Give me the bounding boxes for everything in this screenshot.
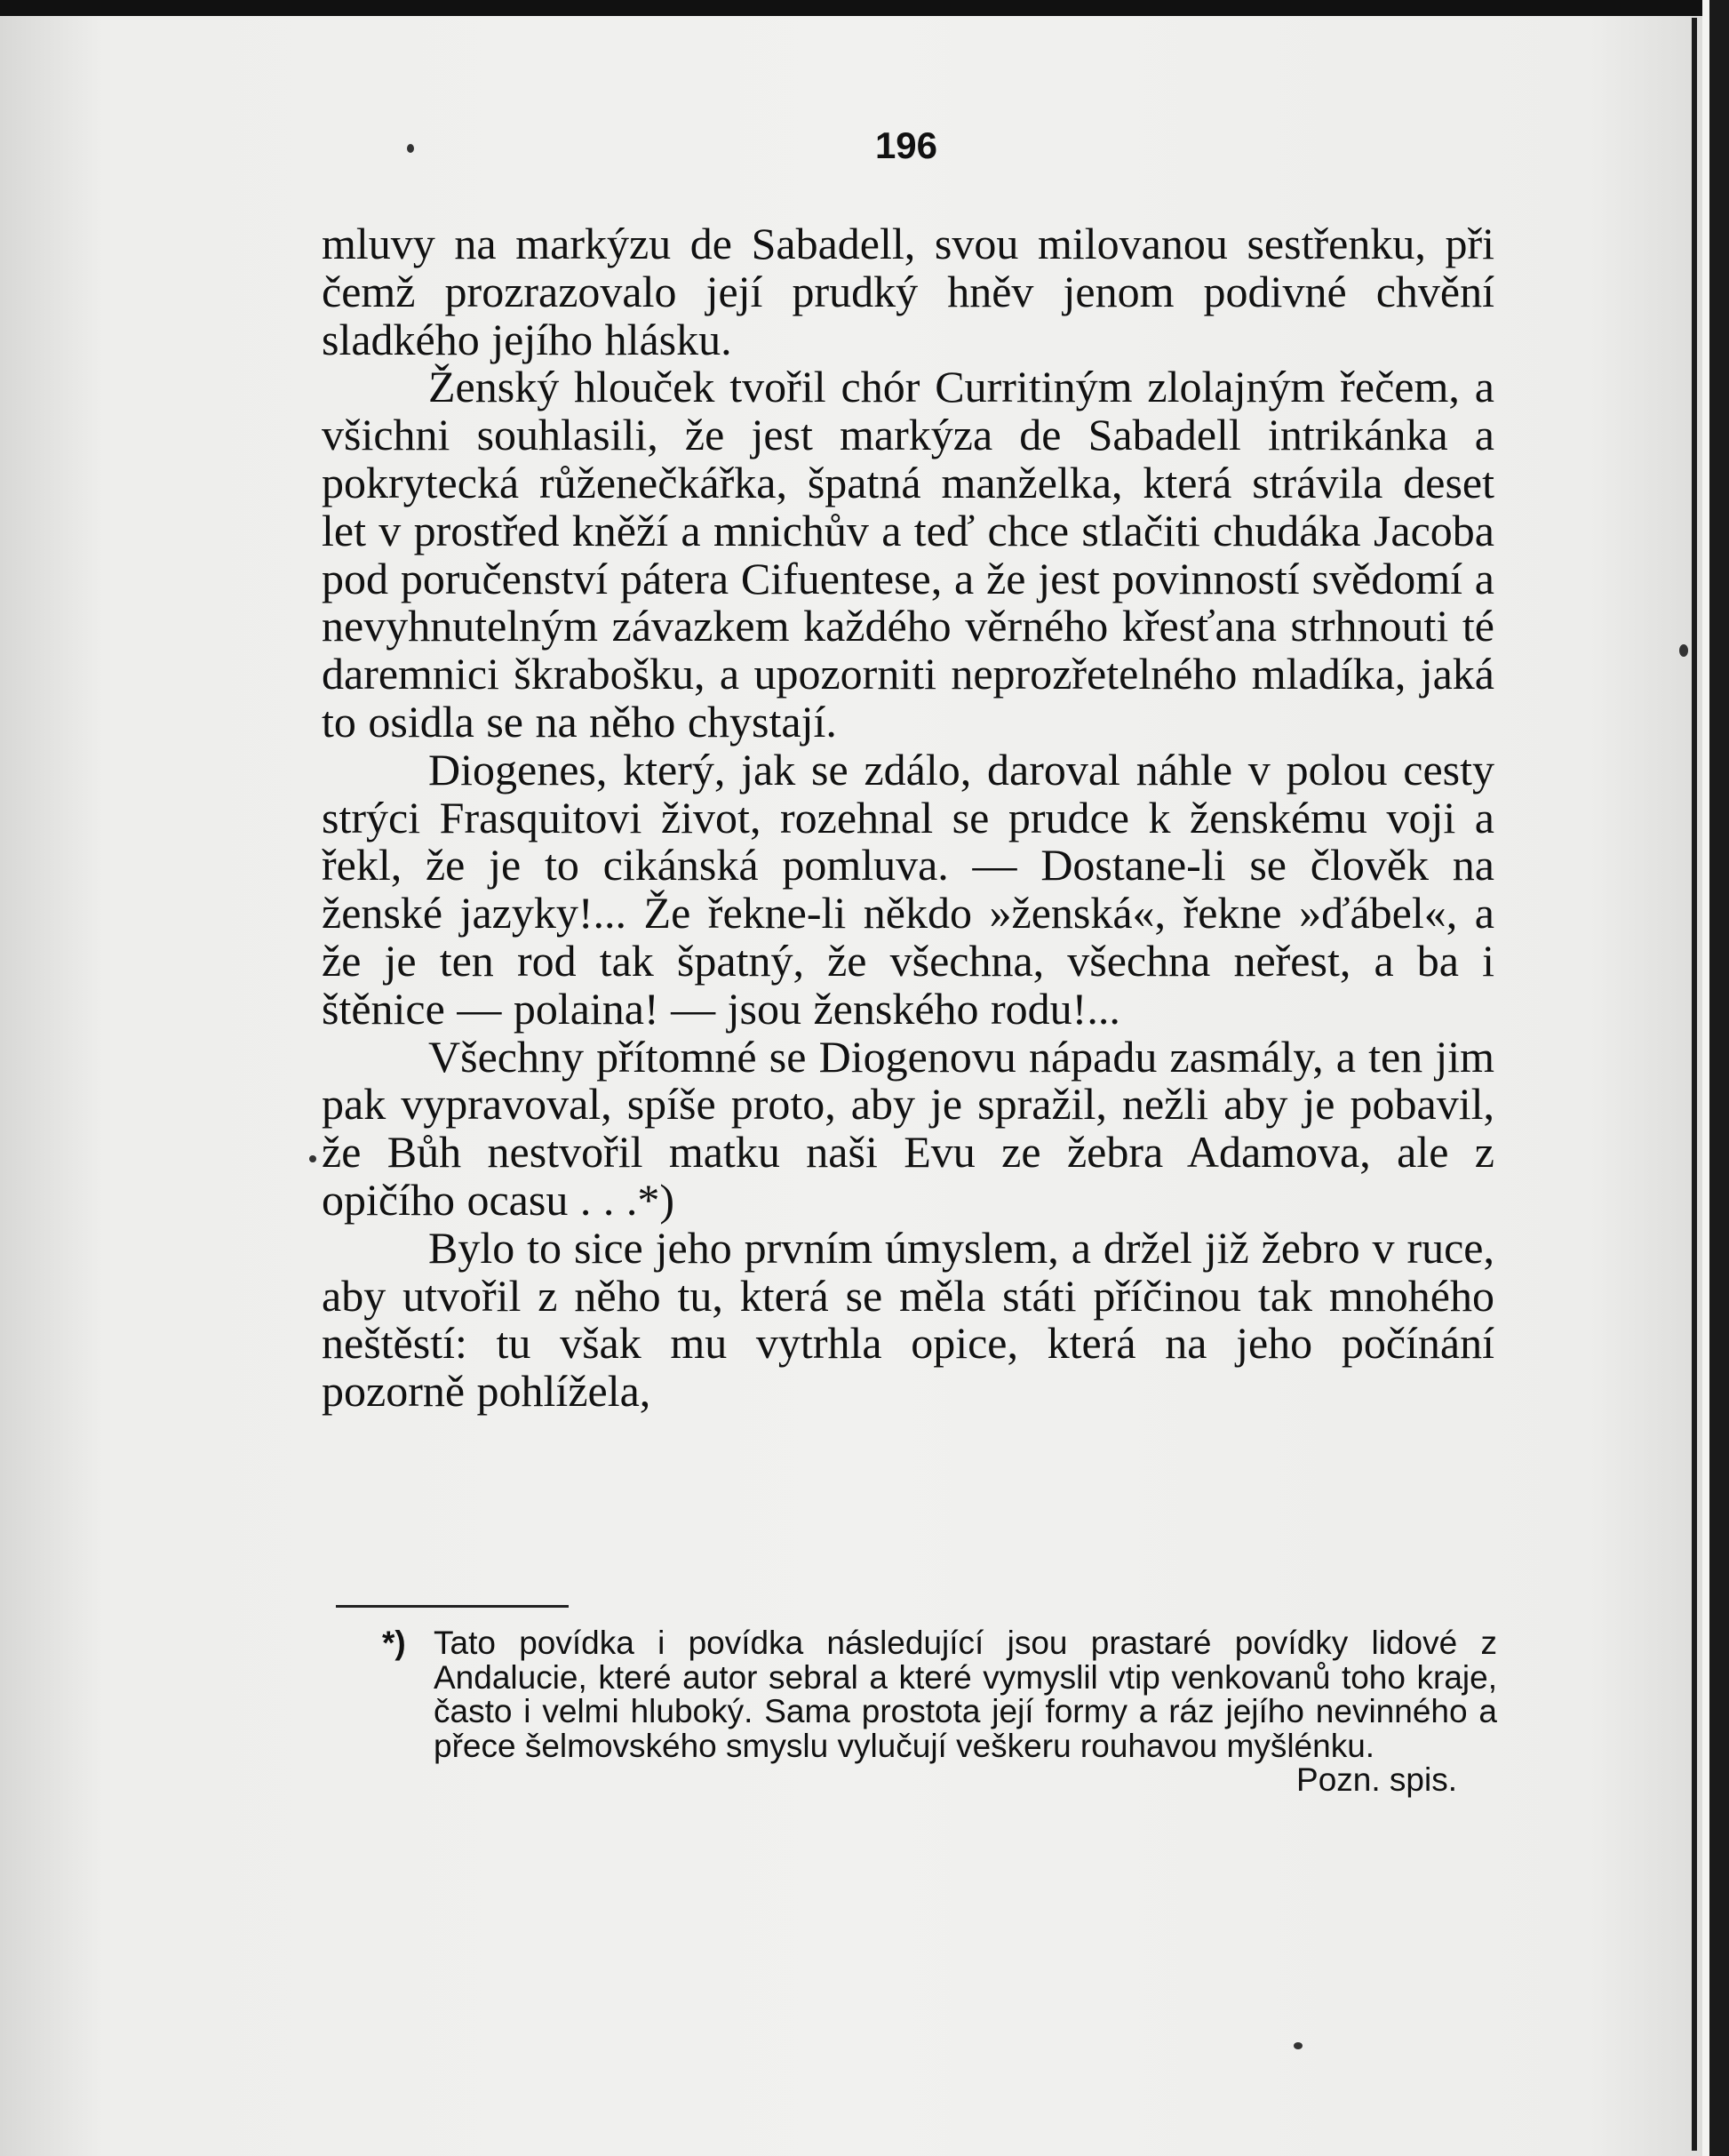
page-right-edge-shadow xyxy=(1709,0,1729,2156)
footnote-divider xyxy=(336,1605,569,1608)
page-number: 196 xyxy=(874,124,938,166)
page-top-edge-shadow xyxy=(0,0,1729,16)
footnote-text: Tato povídka i povídka následující jsou prastaré povídky lidové z Andalucie, které autor sebral a které vymyslil vtip venkovanů toho kraje, často i velmi hluboký. Sama prostota její formy a ráz jejího nevinného a přece šelmovského smyslu vylučují veškeru rouhavou myšlénku. xyxy=(434,1625,1497,1764)
footnote-marker: *) xyxy=(382,1625,406,1661)
paragraph-2: Ženský hlouček tvořil chór Curritiným zlolajným řečem, a všichni souhlasili, že jest markýza de Sabadell intrikánka a pokrytecká růženečkářka, špatná manželka, která strávila deset let v prostřed kněží a mnichův a teď chce stlačiti chudáka Jacoba pod poručenství pátera Cifuentese, a že jest povinností svědomí a nevyhnutelným závazkem každého věrného křesťana strhnouti té daremnici škrabošku, a upozorniti neprozřetelného mladíka, jaká to osidla se na něho chystají. xyxy=(322,362,1494,747)
footnote-signature: Pozn. spis. xyxy=(1296,1761,1457,1798)
paragraph-3: Diogenes, který, jak se zdálo, daroval náhle v polou cesty strýci Frasquitovi život, rozehnal se prudce k ženskému voji a řekl, že je to cikánská pomluva. — Dostane-li se člověk na ženské jazyky!... Že řekne-li někdo »ženská«, řekne »ďábel«, a že je ten rod tak špatný, že všechna, všechna neřest, a ba i štěnice — polaina! — jsou ženského rodu!... xyxy=(322,744,1494,1034)
paragraph-1: mluvy na markýzu de Sabadell, svou milovanou sestřenku, při čemž prozrazovalo její prudký hněv jenom podivné chvění sladkého jejího hlásku. xyxy=(322,219,1494,364)
footnote xyxy=(382,1626,1497,1798)
page-right-binding-line xyxy=(1692,18,1697,2151)
ink-speck xyxy=(1294,2042,1303,2049)
ink-speck xyxy=(1679,644,1688,657)
page-right-margin-strip xyxy=(1702,0,1709,2156)
ink-speck xyxy=(407,144,414,153)
paragraph-4: Všechny přítomné se Diogenovu nápadu zasmály, a ten jim pak vypravoval, spíše proto, aby je spražil, nežli aby je pobavil, že Bůh nestvořil matku naši Evu ze žebra Adamova, ale z opičího ocasu . . .*) xyxy=(322,1031,1494,1225)
paragraph-5: Bylo to sice jeho prvním úmyslem, a držel již žebro v ruce, aby utvořil z něho tu, která se měla státi příčinou tak mnohého neštěstí: tu však mu vytrhla opice, která na jeho počínání pozorně pohlížela, xyxy=(322,1222,1494,1417)
body-text xyxy=(322,220,1494,1416)
ink-speck xyxy=(309,1155,316,1162)
